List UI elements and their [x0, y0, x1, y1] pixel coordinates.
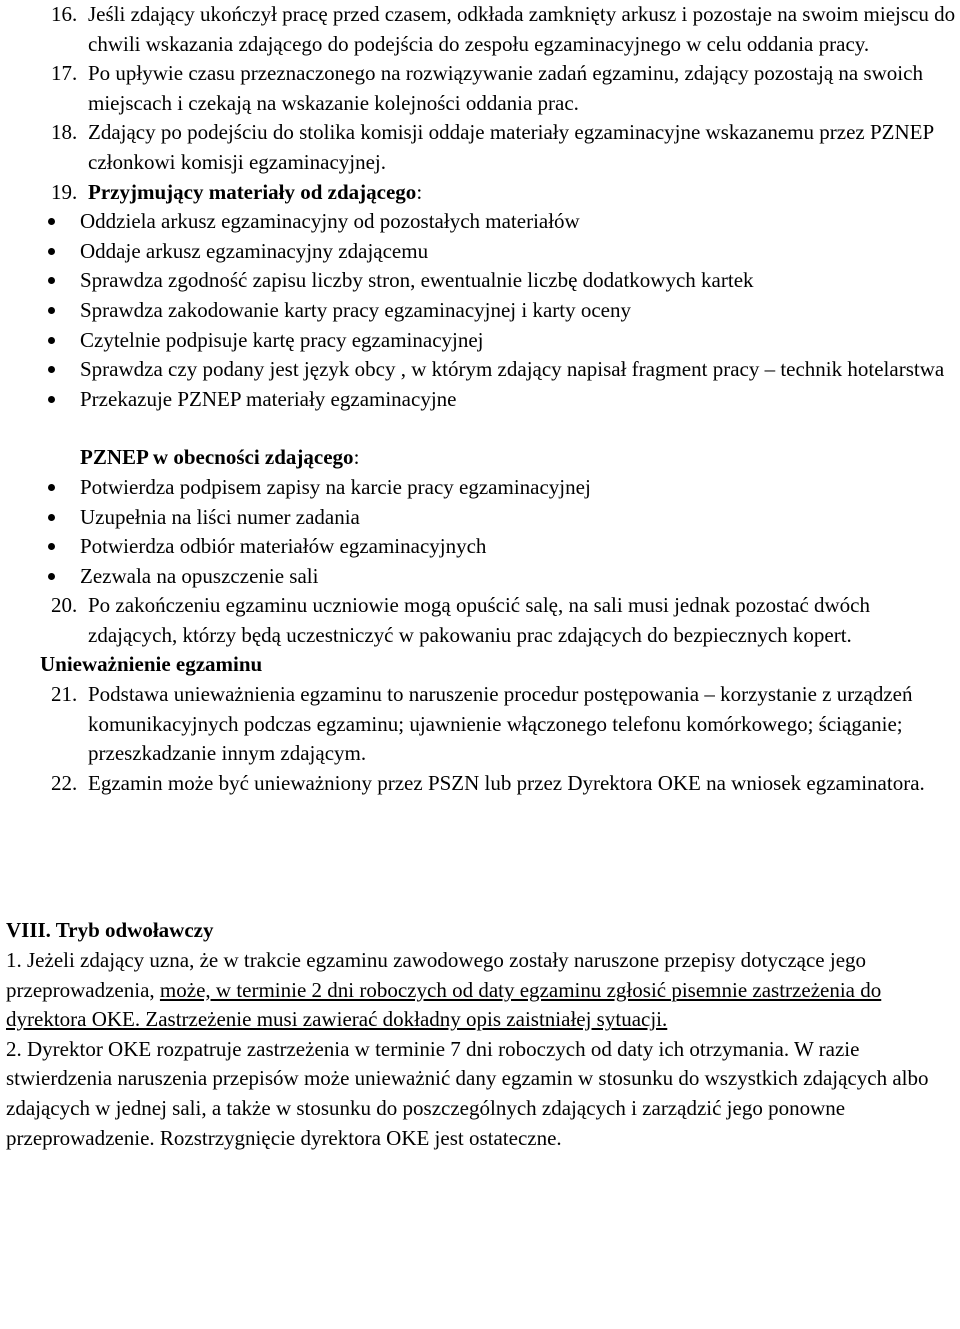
- item-number: 22.: [51, 770, 78, 795]
- list-item-22: [6, 769, 960, 799]
- section-heading-appeal: VIII. Tryb odwoławczy: [6, 918, 214, 943]
- pznep-heading: [6, 443, 960, 473]
- bullet-icon: [48, 218, 55, 225]
- bullet-icon: [48, 277, 55, 284]
- list-item-21: [6, 680, 960, 769]
- bullet-icon: [48, 573, 55, 580]
- item-number: 19.: [51, 179, 78, 204]
- item-text: Egzamin może być unieważniony przez PSZN lub przez Dyrektora OKE na wniosek egzaminatora.: [88, 770, 925, 795]
- bullet-text: Sprawdza zgodność zapisu liczby stron, ewentualnie liczbę dodatkowych kartek: [80, 268, 754, 293]
- bullet-text: Oddziela arkusz egzaminacyjny od pozostałych materiałów: [80, 209, 580, 234]
- item-number: 16.: [51, 2, 78, 26]
- list-item-20: [6, 591, 960, 650]
- pznep-heading-text: PZNEP w obecności zdającego: [80, 445, 354, 470]
- item-number: 21.: [51, 682, 78, 707]
- item-heading-colon: :: [416, 179, 423, 204]
- item-number: 18.: [51, 120, 78, 145]
- bullet-text: Oddaje arkusz egzaminacyjny zdającemu: [80, 238, 429, 263]
- bullet-icon: [48, 337, 55, 344]
- bullet-item: [6, 266, 960, 296]
- list-item-19: [6, 178, 960, 208]
- bullet-icon: [48, 248, 55, 255]
- bullet-text: Potwierdza podpisem zapisy na karcie pracy egzaminacyjnej: [80, 474, 591, 499]
- bullet-text: Uzupełnia na liści numer zadania: [80, 504, 360, 529]
- bullet-item: [6, 237, 960, 267]
- bullet-text: Czytelnie podpisuje kartę pracy egzaminacyjnej: [80, 327, 484, 352]
- bullet-item: [6, 296, 960, 326]
- item-number: 20.: [51, 593, 78, 618]
- bullet-text: Potwierdza odbiór materiałów egzaminacyjnych: [80, 534, 487, 559]
- bullet-text: Sprawdza zakodowanie karty pracy egzaminacyjnej i karty oceny: [80, 297, 632, 322]
- appeal-paragraph-2: 2. Dyrektor OKE rozpatruje zastrzeżenia w terminie 7 dni roboczych od daty ich otrzymania. W razie stwierdzenia naruszenia przepisów może unieważnić dany egzamin w stosunku do wszystkich zdających albo zdających w jednej sali, a także w stosunku do poszczególnych zdających i zarządzić jego ponowne przeprowadzenie. Rozstrzygnięcie dyrektora OKE jest ostateczne.: [6, 1036, 929, 1150]
- bullet-item: [6, 385, 960, 415]
- bullet-item: [6, 207, 960, 237]
- bullet-icon: [48, 307, 55, 314]
- item-text: Po upływie czasu przeznaczonego na rozwiązywanie zadań egzaminu, zdający pozostają na swoich miejscach i czekają na wskazanie kolejności oddania prac.: [88, 61, 923, 115]
- item-text: Po zakończeniu egzaminu uczniowie mogą opuścić salę, na sali musi jednak pozostać dwóch zdających, którzy będą uczestniczyć w pakowaniu prac zdających do bezpiecznych kopert.: [88, 593, 871, 647]
- bullet-icon: [48, 396, 55, 403]
- appeal-paragraph-1-underlined: może, w terminie 2 dni roboczych od daty egzaminu zgłosić pisemnie zastrzeżenia do dyrektora OKE. Zastrzeżenie musi zawierać dokładny opis zaistniałej sytuacji.: [6, 977, 882, 1032]
- item-text: Jeśli zdający ukończył pracę przed czasem, odkłada zamknięty arkusz i pozostaje na swoim miejscu do chwili wskazania zdającego do podejścia do zespołu egzaminacyjnego w celu oddania pracy.: [88, 2, 956, 56]
- bullet-icon: [48, 514, 55, 521]
- bullet-item: [6, 503, 960, 533]
- bullet-text: Sprawdza czy podany jest język obcy , w którym zdający napisał fragment pracy – technik hotelarstwa: [80, 357, 945, 382]
- bullet-icon: [48, 484, 55, 491]
- bullet-item: [6, 355, 960, 385]
- item-text: Podstawa unieważnienia egzaminu to naruszenie procedur postępowania – korzystanie z urządzeń komunikacyjnych podczas egzaminu; ujawnienie włączonego telefonu komórkowego; ściąganie; przeszkadzanie innym zdającym.: [88, 682, 913, 766]
- bullet-icon: [48, 543, 55, 550]
- receiver-bullet-list: [6, 207, 960, 414]
- bullet-icon: [48, 366, 55, 373]
- pznep-heading-colon: :: [353, 445, 360, 470]
- item-text: Zdający po podejściu do stolika komisji oddaje materiały egzaminacyjne wskazanemu przez PZNEP członkowi komisji egzaminacyjnej.: [88, 120, 934, 174]
- appeal-paragraph-1: [6, 946, 960, 1035]
- bullet-item: [6, 562, 960, 592]
- list-item-16: [6, 0, 960, 59]
- item-number: 17.: [51, 61, 78, 86]
- appeal-paragraph-1-text: 1. Jeżeli zdający uzna, że w trakcie egzaminu zawodowego zostały naruszone przepisy dotyczące jego przeprowadzenia,: [6, 948, 867, 1002]
- bullet-text: Przekazuje PZNEP materiały egzaminacyjne: [80, 386, 457, 411]
- list-item-18: [6, 118, 960, 177]
- section-heading-invalidation: Unieważnienie egzaminu: [40, 652, 263, 677]
- list-item-17: [6, 59, 960, 118]
- spacer: [6, 414, 960, 443]
- spacer: [6, 798, 960, 916]
- pznep-bullet-list: [6, 473, 960, 591]
- bullet-item: [6, 532, 960, 562]
- bullet-item: [6, 326, 960, 356]
- bullet-text: Zezwala na opuszczenie sali: [80, 563, 319, 588]
- bullet-item: [6, 473, 960, 503]
- item-heading: Przyjmujący materiały od zdającego: [88, 179, 417, 204]
